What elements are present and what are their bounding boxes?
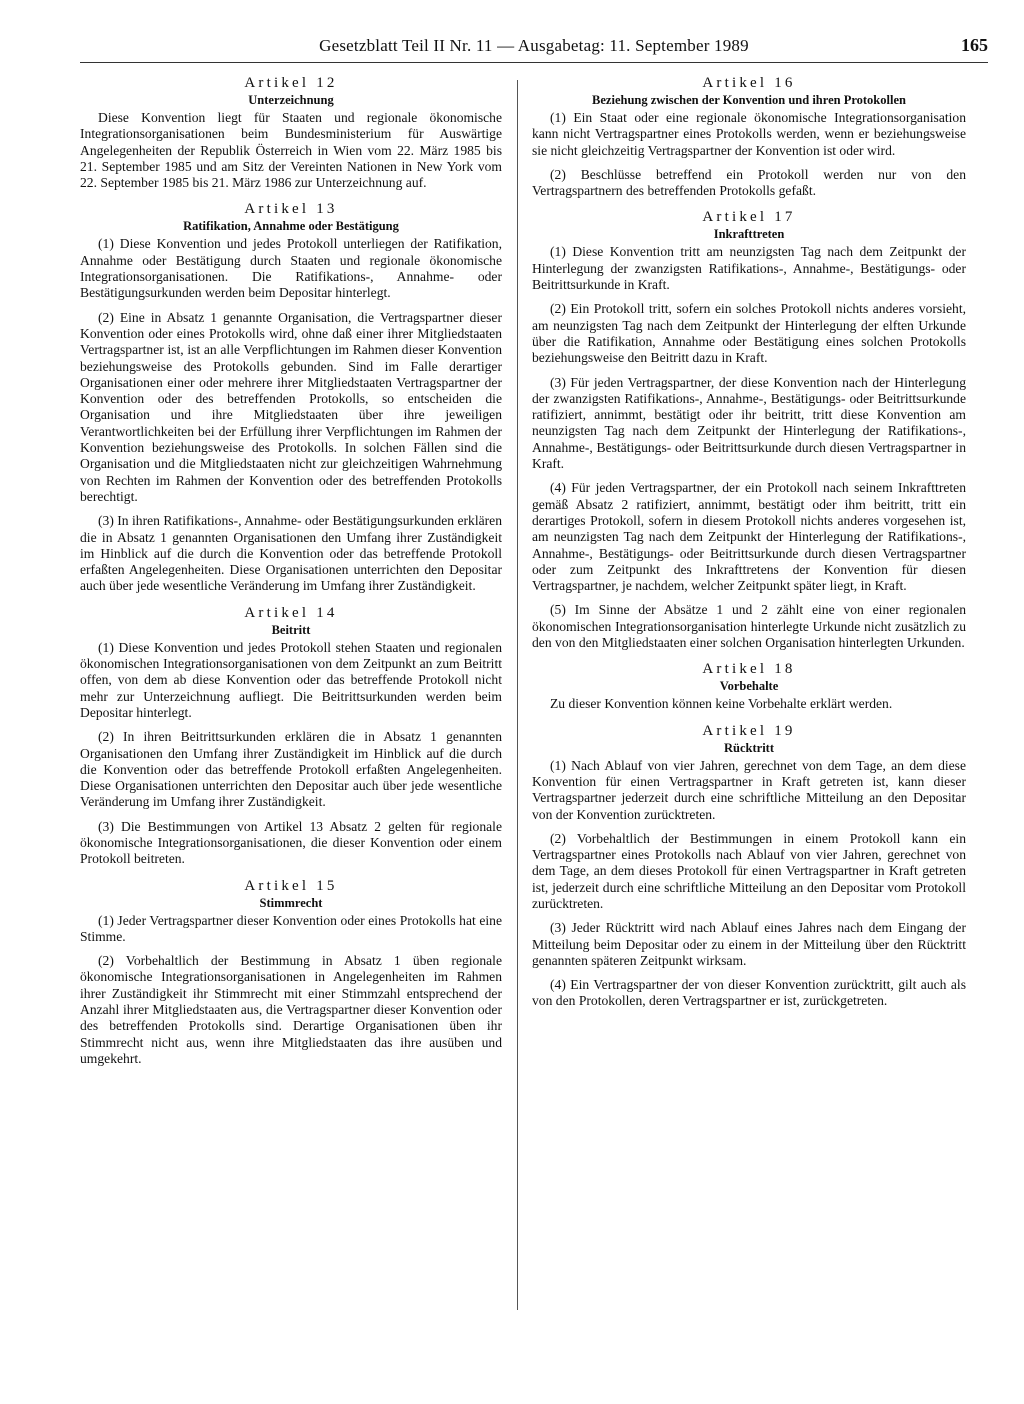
article-paragraph: (2) Ein Protokoll tritt, sofern ein solches Protokoll nichts anderes vorsieht, am neunzigsten Tag nach dem Zeitpunkt der Hinterlegung der elften Urkunde über die Ratifikation, Annahme oder Bestätigung eines solchen Protokolls beziehungsweise den Beitritt dazu in Kraft. [532,301,966,366]
article-paragraph: Zu dieser Konvention können keine Vorbehalte erklärt werden. [550,696,893,712]
article-19 [532,722,966,1010]
article-14 [80,604,502,868]
article-15 [80,877,502,1068]
article-paragraph: (3) Jeder Rücktritt wird nach Ablauf eines Jahres nach dem Eingang der Mitteilung beim Depositar oder zu einem in der Mitteilung über den Rücktritt genannten späteren Zeitpunkt wirksam. [532,920,966,968]
article-paragraph: Diese Konvention liegt für Staaten und regionale ökonomische Integrationsorganisationen beim Bundesministerium für Auswärtige Angelegenheiten der Republik Österreich in Wien vom 22. März 1985 bis 21. September 1985 und am Sitz der Vereinten Nationen in New York vom 22. September 1985 bis 21. März 1986 zur Unterzeichnung auf. [80,110,502,191]
article-title: Beitritt [271,622,311,637]
article-paragraph: (3) Die Bestimmungen von Artikel 13 Absatz 2 gelten für regionale ökonomische Integrationsorganisationen, die dieser Konvention oder einem Protokoll beitreten. [80,818,502,867]
article-number: Artikel 13 [244,201,338,218]
article-number: Artikel 18 [702,661,796,678]
article-paragraph: (1) Ein Staat oder eine regionale ökonomische Integrationsorganisation kann nicht Vertragspartner eines Protokolls werden, wenn er beziehungsweise sie nicht gleichzeitig Vertragspartner der Konvention ist oder wird. [532,110,966,158]
article-title: Ratifikation, Annahme oder Bestätigung [183,219,399,234]
column-divider [517,80,518,1310]
article-title: Vorbehalte [719,679,779,694]
left-column [80,74,502,1394]
article-number: Artikel 15 [244,877,338,894]
article-paragraph: (2) In ihren Beitrittsurkunden erklären die in Absatz 1 genannten Organisationen den Umfang ihrer Zuständigkeit im Hinblick auf die durch die Konvention oder das betreffende Protokoll erfaßten Angelegenheiten. Diese Organisationen unterrichten den Depositar auch über jede wesentliche Veränderung im Umfang ihrer Zuständigkeit. [80,729,502,810]
article-paragraph: (2) Beschlüsse betreffend ein Protokoll werden nur von den Vertragspartnern des betreffenden Protokolls gefaßt. [532,166,966,199]
article-number: Artikel 14 [244,604,338,621]
article-17 [532,208,966,651]
article-paragraph: (2) Vorbehaltlich der Bestimmung in Absatz 1 üben regionale ökonomische Integrationsorganisationen in Angelegenheiten im Rahmen ihrer Zuständigkeit ihr Stimmrecht mit einer Stimmzahl entsprechend der Anzahl ihrer Mitgliedstaaten aus, die Vertragspartner dieser Konvention oder des betreffenden Protokolls sind. Derartige Organisationen üben ihr Stimmrecht nicht aus, wenn ihre Mitgliedstaaten das ihre ausüben und umgekehrt. [80,953,502,1066]
article-paragraph: (1) Diese Konvention und jedes Protokoll unterliegen der Ratifikation, Annahme oder Bestätigung durch Staaten und regionale ökonomische Integrationsorganisationen. Die Ratifikations-, Annahme- oder Bestätigungsurkunden werden beim Depositar hinterlegt. [80,236,502,301]
article-title: Stimmrecht [259,895,323,910]
article-16 [532,74,966,199]
page-header [80,36,988,63]
article-paragraph: (1) Diese Konvention tritt am neunzigsten Tag nach dem Zeitpunkt der Hinterlegung der zwanzigsten Ratifikations-, Annahme-, Bestätigungs- oder Beitrittsurkunde in Kraft. [532,244,966,293]
article-paragraph: (4) Für jeden Vertragspartner, der ein Protokoll nach seinem Inkrafttreten gemäß Absatz 2 ratifiziert, annimmt, bestätigt oder ihm beitritt, tritt ein derartiges Protokoll, sofern in diesem Protokoll nichts anderes vorgesehen ist, am neunzigsten Tag nach dem Zeitpunkt der Hinterlegung der Ratifikations-, Annahme-, Bestätigungs- oder Beitrittsurkunde durch diesen Vertragspartner oder zum Zeitpunkt des Inkrafttretens der Konvention für diesen Vertragspartner, je nachdem, welcher Zeitpunkt später liegt, in Kraft. [532,480,966,594]
right-column [532,74,966,1394]
article-paragraph: (2) Vorbehaltlich der Bestimmungen in einem Protokoll kann ein Vertragspartner eines Protokolls nach Ablauf von vier Jahren, gerechnet von dem Tage, an dem dieses Protokoll für einen Vertragspartner in Kraft getreten ist, jederzeit durch eine schriftliche Mitteilung an den Depositar vom Protokoll zurücktreten. [532,830,966,911]
article-number: Artikel 17 [702,209,796,226]
article-18 [532,660,966,712]
gazette-header-title: Gesetzblatt Teil II Nr. 11 — Ausgabetag: 11. September 1989 [319,36,749,55]
article-13 [80,200,502,594]
article-number: Artikel 16 [702,75,796,91]
article-paragraph: (2) Eine in Absatz 1 genannte Organisation, die Vertragspartner dieser Konvention oder eines Protokolls wird, ohne daß einer ihrer Mitgliedstaaten Vertragspartner ist, ist an alle Verpflichtungen im Rahmen dieser Konvention beziehungsweise des Protokolls gebunden. Sind im Falle derartiger Organisationen einer oder mehrere ihrer Mitgliedstaaten Vertragspartner der Konvention oder des betreffenden Protokolls, so entscheiden die Organisation und ihre Mitgliedstaaten über ihre jeweiligen Verantwortlichkeiten bei der Erfüllung ihrer Verpflichtungen im Rahmen der Konvention beziehungsweise des Protokolls. In solchen Fällen sind die Organisation und die Mitgliedstaaten nicht zur gleichzeitigen Wahrnehmung von Rechten im Rahmen der Konvention oder des betreffenden Protokolls berechtigt. [80,309,502,504]
article-paragraph: (1) Nach Ablauf von vier Jahren, gerechnet von dem Tage, an dem diese Konvention für einen Vertragspartner in Kraft getreten ist, kann dieser Vertragspartner jederzeit durch eine schriftliche Mitteilung an den Depositar von der Konvention zurücktreten. [532,757,966,822]
article-number: Artikel 12 [244,75,338,91]
page-number: 165 [961,35,988,55]
article-paragraph: (1) Jeder Vertragspartner dieser Konvention oder eines Protokolls hat eine Stimme. [80,912,502,944]
article-paragraph: (3) Für jeden Vertragspartner, der diese Konvention nach der Hinterlegung der zwanzigsten Ratifikations-, Annahme-, Bestätigungs- oder Beitrittsurkunde ratifiziert, annimmt, bestätigt oder ihr beitritt, tritt diese Konvention am neunzigsten Tag nach dem Zeitpunkt der Hinterlegung der Ratifikations-, Annahme-, Bestätigungs- oder Beitrittsurkunde durch diesen Vertragspartner in Kraft. [532,374,966,472]
article-title: Inkrafttreten [713,227,785,242]
article-title: Unterzeichnung [248,93,334,107]
article-paragraph: (1) Diese Konvention und jedes Protokoll stehen Staaten und regionalen ökonomischen Integrationsorganisationen von dem Zeitpunkt an zum Beitritt offen, von dem ab diese Konvention oder das betreffende Protokoll nicht mehr zur Unterzeichnung aufliegt. Die Beitrittsurkunden werden beim Depositar hinterlegt. [80,639,502,720]
article-paragraph: (3) In ihren Ratifikations-, Annahme- oder Bestätigungsurkunden erklären die in Absatz 1 genannten Organisationen den Umfang ihrer Zuständigkeit im Hinblick auf die durch die Konvention oder das betreffende Protokoll erfaßten Angelegenheiten. Diese Organisationen unterrichten den Depositar auch über jede wesentliche Veränderung im Umfang ihrer Zuständigkeit. [80,513,502,594]
article-title: Rücktritt [724,740,774,755]
article-12 [80,74,502,191]
article-paragraph: (5) Im Sinne der Absätze 1 und 2 zählt eine von einer regionalen ökonomischen Integrationsorganisation hinterlegte Urkunde nicht zusätzlich zu den von den Mitgliedstaaten einer solchen Organisation hinterlegten Urkunden. [532,602,966,651]
article-paragraph: (4) Ein Vertragspartner der von dieser Konvention zurücktritt, gilt auch als von den Protokollen, deren Vertragspartner er ist, zurückgetreten. [532,977,966,1009]
article-title: Beziehung zwischen der Konvention und ihren Protokollen [592,93,906,107]
article-number: Artikel 19 [702,722,796,739]
